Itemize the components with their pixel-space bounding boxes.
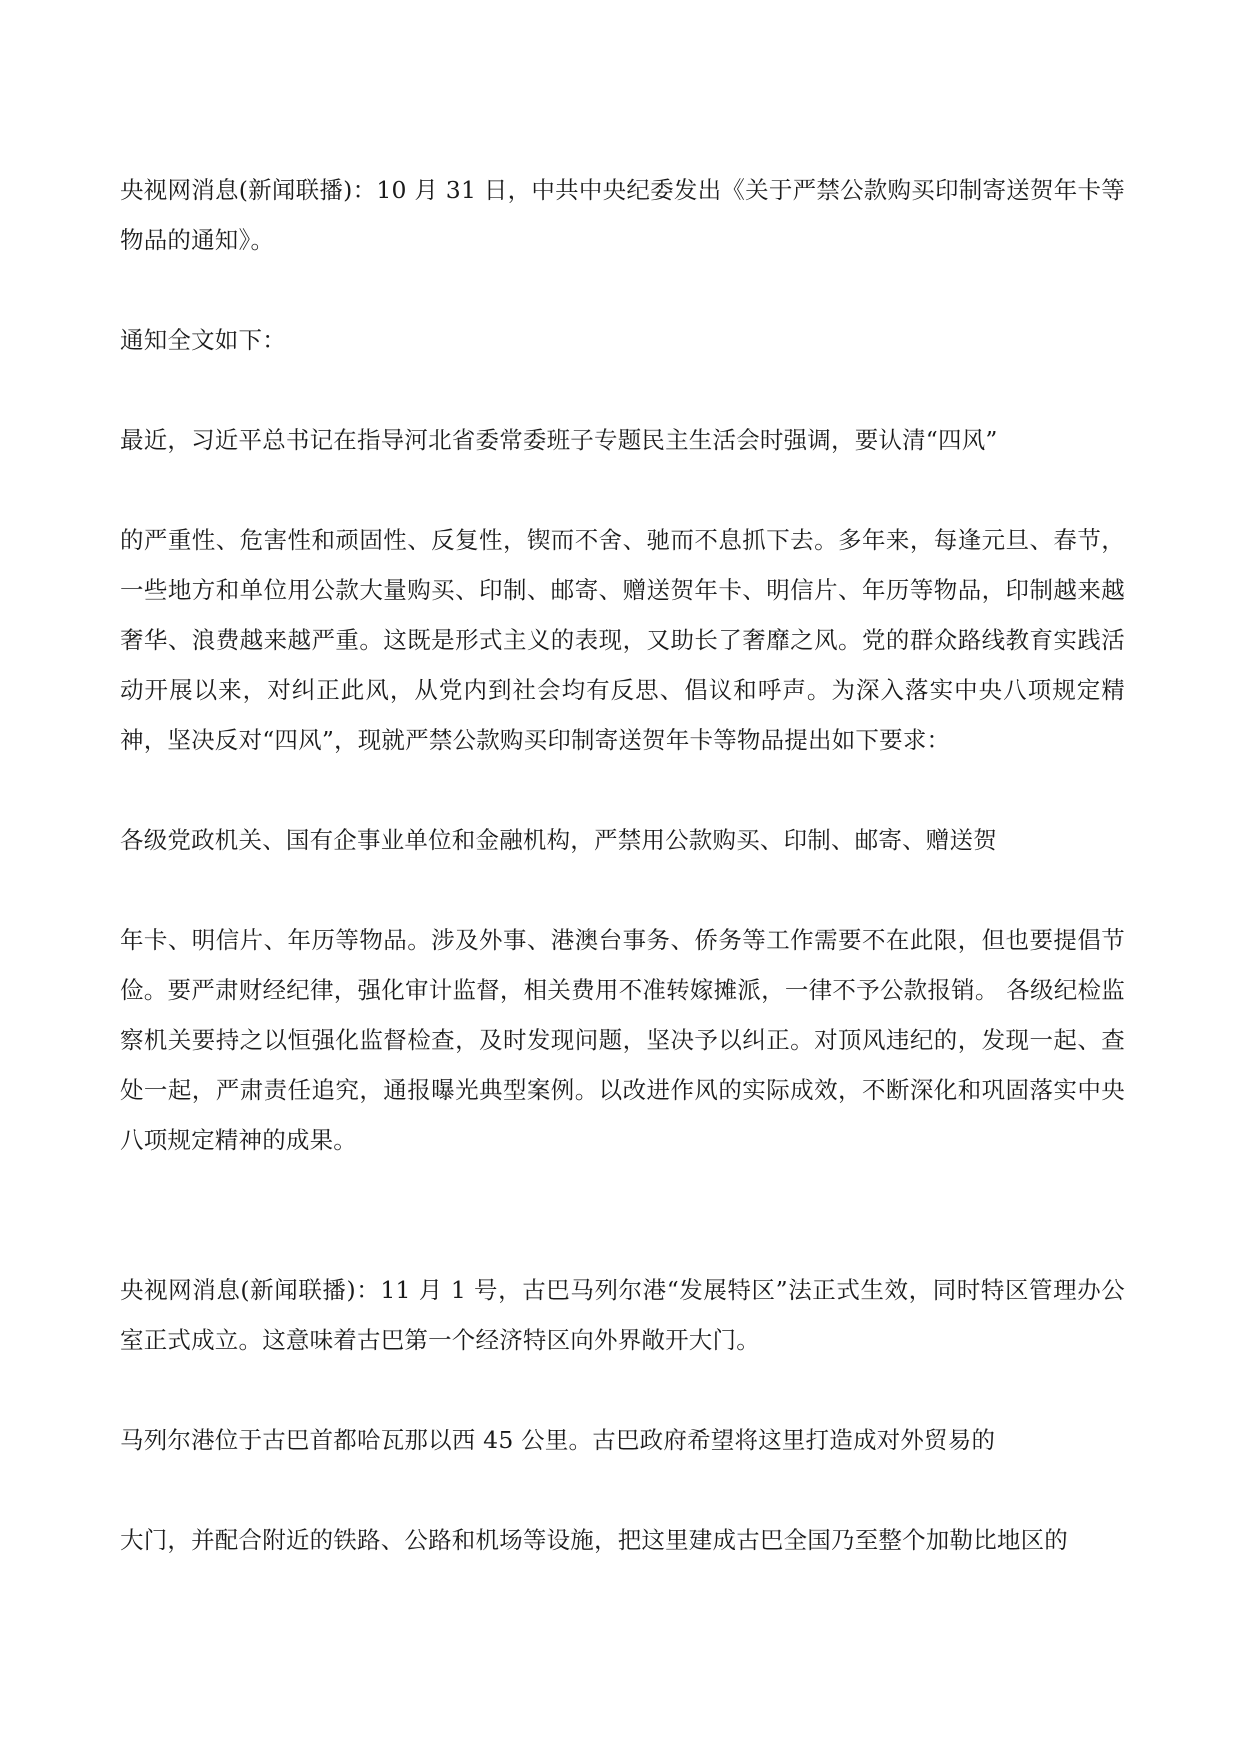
- paragraph-news-intro-2: 央视网消息(新闻联播)：11 月 1 号，古巴马列尔港“发展特区”法正式生效，同时特区管理办公室正式成立。这意味着古巴第一个经济特区向外界敞开大门。: [120, 1276, 1125, 1354]
- paragraph-notice-opening: 最近，习近平总书记在指导河北省委常委班子专题民主生活会时强调，要认清“四风”: [120, 426, 998, 454]
- paragraph-notice-body-2: 年卡、明信片、年历等物品。涉及外事、港澳台事务、侨务等工作需要不在此限，但也要提倡节俭。要严肃财经纪律，强化审计监督，相关费用不准转嫁摊派，一律不予公款报销。 各级纪检监察机关要持之以恒强化监督检查，及时发现问题，坚决予以纠正。对顶风违纪的，发现一起、查处一起，严肃责任追究，通报曝光典型案例。以改进作风的实际成效，不断深化和巩固落实中央八项规定精神的成果。: [120, 926, 1125, 1154]
- paragraph-mariel-plan: 大门，并配合附近的铁路、公路和机场等设施，把这里建成古巴全国乃至整个加勒比地区的: [120, 1526, 1068, 1554]
- paragraph-notice-heading: 通知全文如下：: [120, 326, 286, 354]
- paragraph-news-intro-1: 央视网消息(新闻联播)：10 月 31 日，中共中央纪委发出《关于严禁公款购买印制寄送贺年卡等物品的通知》。: [120, 176, 1125, 254]
- paragraph-mariel-location: 马列尔港位于古巴首都哈瓦那以西 45 公里。古巴政府希望将这里打造成对外贸易的: [120, 1426, 996, 1454]
- paragraph-notice-body-1: 的严重性、危害性和顽固性、反复性，锲而不舍、驰而不息抓下去。多年来，每逢元旦、春节，一些地方和单位用公款大量购买、印制、邮寄、赠送贺年卡、明信片、年历等物品，印制越来越奢华、浪费越来越严重。这既是形式主义的表现，又助长了奢靡之风。党的群众路线教育实践活动开展以来，对纠正此风，从党内到社会均有反思、倡议和呼声。为深入落实中央八项规定精神，坚决反对“四风”，现就严禁公款购买印制寄送贺年卡等物品提出如下要求：: [120, 526, 1125, 754]
- paragraph-notice-body-2-start: 各级党政机关、国有企事业单位和金融机构，严禁用公款购买、印制、邮寄、赠送贺: [120, 826, 997, 854]
